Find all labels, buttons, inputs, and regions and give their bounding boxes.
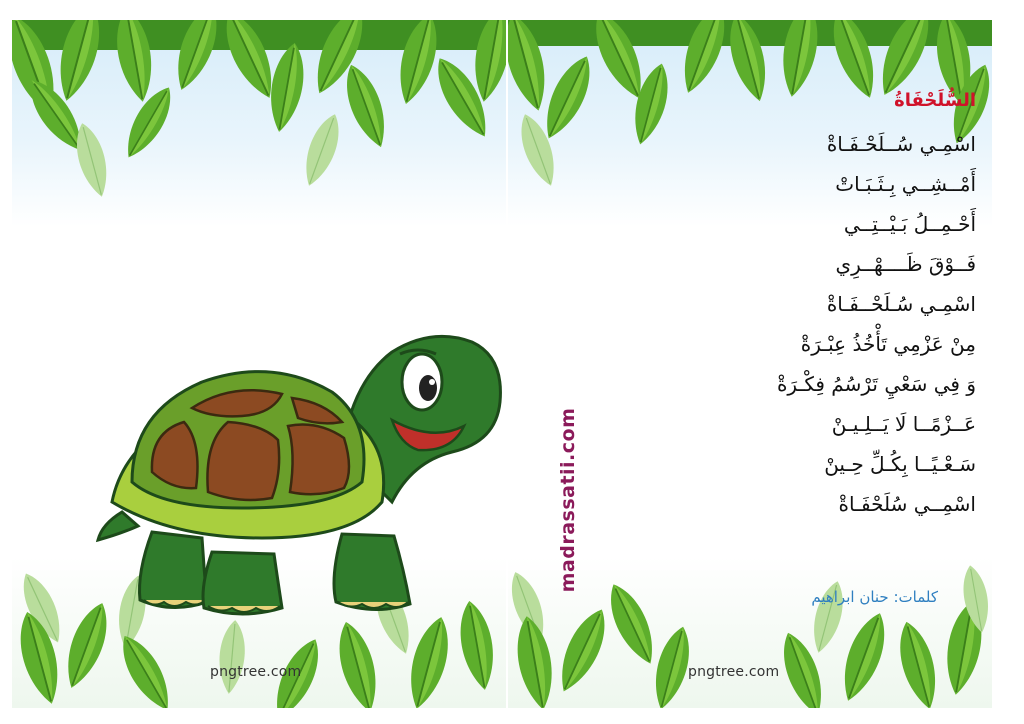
author-credit: كلمات: حنان ابراهيم (811, 588, 938, 606)
watermark-text: pngtree.com (688, 664, 780, 680)
poem-line: أَمْــشِــي بِـثَـبَـاتْ (835, 172, 976, 196)
poem-title: السُّلَحْفَاةُ (894, 90, 976, 111)
poem-line: فَــوْقَ ظَــــهْــرِي (835, 252, 976, 276)
poem-line: مِنْ عَزْمِي تَأْخُذُ عِبْـرَةْ (800, 332, 976, 356)
poem-line: سَـعْـيًــا بِكُـلِّ حِـينْ (824, 452, 976, 476)
poem (676, 88, 976, 524)
top-leaves-border (12, 20, 506, 220)
site-name-text: madrassatii.com (557, 407, 579, 593)
poem-line: وَ فِي سَعْيِ تَرْسُمُ فِكْـرَةْ (776, 372, 976, 396)
turtle-illustration (92, 302, 512, 622)
poem-line: أَحْـمِــلُ بَـيْــتِــي (843, 212, 976, 236)
poem-line: اسْمِـي سُــلَحْـفَـاةْ (826, 132, 976, 156)
poem-line: اسْمِـي سُـلَحْــفَـاةْ (826, 292, 976, 316)
watermark-text: pngtree.com (210, 664, 302, 680)
poem-line: عَــزْمًــا لَا يَــلِـيـنْ (831, 412, 976, 436)
site-name-vertical (553, 395, 583, 605)
poem-line: اسْمِــي سُلَحْفَـاةْ (838, 492, 976, 516)
